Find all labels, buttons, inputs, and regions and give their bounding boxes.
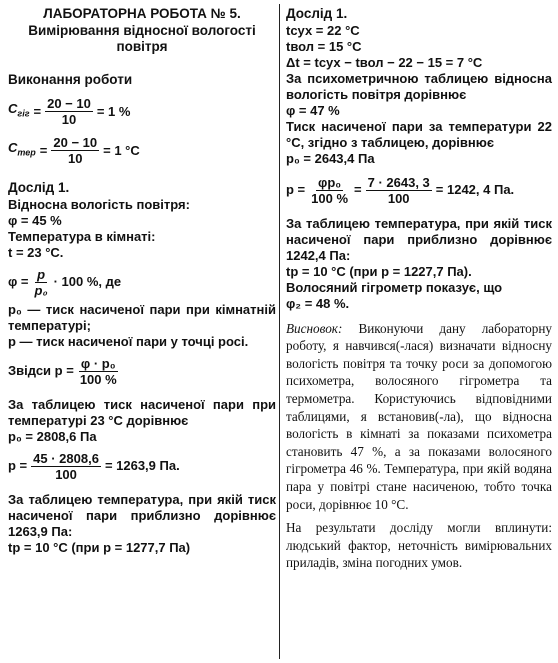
humidity-formula: φ = $\frac{p}{\text{p₀}}$ · 100 %, де [8, 266, 122, 298]
pressure-calculation-right: p = $\frac{\text{φp₀}}{100 \%}$ = $\frac{7 \cdot 2643, 3}{100}$ = 1242, 4 Па. [286, 174, 515, 206]
experiment-heading: Дослід 1. [8, 180, 70, 196]
hygrometer-scale-formula: $C_{гіг}$ = $\frac{20 - 10}{10}$ = 1 % [8, 96, 131, 128]
saturated-pressure-right: p₀ = 2643,4 Па [286, 150, 375, 166]
saturated-pressure-value: p₀ = 2808,6 Па [8, 428, 97, 444]
definition-p0: p₀ — тиск насиченої пари при кімнатній температурі; [8, 301, 276, 333]
definition-p: p — тиск насиченої пари у точці росі. [8, 333, 249, 349]
lab-subtitle-line1: Вимірювання відносної вологості [28, 22, 256, 38]
psychrometric-text: За психометричною таблицею відносна вологість повітря дорівнює [286, 70, 552, 102]
temp-difference: Δt = tсух − tвол − 22 − 15 = 7 °C [286, 54, 483, 70]
dew-point-text: За таблицею температура, при якій тиск насиченої пари приблизно дорівнює 1263,9 Па: [8, 491, 276, 539]
humidity-value: φ = 45 % [8, 212, 62, 228]
dew-point-value-right: tр = 10 °C (при p = 1227,7 Па). [286, 263, 472, 279]
experiment-heading-right: Дослід 1. [286, 6, 348, 21]
dew-point-value: tр = 10 °C (при p = 1277,7 Па) [8, 539, 191, 555]
dry-temp-value: tсух = 22 °C [286, 22, 360, 38]
room-temp-label: Температура в кімнаті: [8, 228, 156, 244]
hygrometer-value: φ₂ = 48 %. [286, 295, 350, 311]
humidity-label: Відносна вологість повітря: [8, 196, 190, 212]
thermometer-scale-formula: $C_{тер}$ = $\frac{20 - 10}{10}$ = 1 °C [8, 135, 140, 167]
left-column [8, 6, 276, 556]
column-divider [279, 4, 280, 659]
pressure-calculation: p = $\frac{45 \cdot 2808,6}{100}$ = 1263,9 Па. [8, 450, 180, 482]
factors-paragraph: На результати досліду могли вплинути: людський фактор, неточність вимірювальних приладів, зміна погодних умов. [286, 520, 552, 571]
right-column [286, 6, 552, 572]
conclusion-text: Виконуючи дану лабораторну роботу, я навчився(-лася) визначати відносну вологість повітря та точку роси за допомогою психометра, волосяного гігрометра та термометра. Користуючись відповідними таблицями, я встановив(-ла), що відносна вологість в кімнаті за показами психометра становить 47 %, а за показами волосяного гігрометра 46 %. Температура, при якій водяна пара у повітрі стане насиченою, тобто точка роси, дорівнює 10 °C. [286, 320, 552, 512]
room-temp-value: t = 23 °C. [8, 244, 64, 260]
table-pressure-text: За таблицею тиск насиченої пари при температурі 23 °C дорівнює [8, 396, 276, 428]
conclusion-label: Висновок: [286, 320, 343, 336]
execution-heading: Виконання роботи [8, 71, 133, 87]
wet-temp-value: tвол = 15 °C [286, 38, 362, 54]
lab-title: ЛАБОРАТОРНА РОБОТА № 5. [43, 6, 241, 21]
hygrometer-text: Волосяний гігрометр показує, що [286, 279, 503, 295]
saturation-text: Тиск насиченої пари за температури 22 °C, згідно з таблицею, дорівнює [286, 118, 552, 150]
lab-subtitle-line2: повітря [116, 39, 168, 55]
pressure-formula: Звідси p = $\frac{\text{φ · p₀}}{100 \%}$ [8, 355, 117, 387]
dew-point-text-right: За таблицею температура, при якій тиск насиченої пари приблизно дорівнює 1242,4 Па: [286, 215, 552, 263]
humidity-value-right: φ = 47 % [286, 102, 340, 118]
conclusion-paragraph [286, 320, 552, 514]
